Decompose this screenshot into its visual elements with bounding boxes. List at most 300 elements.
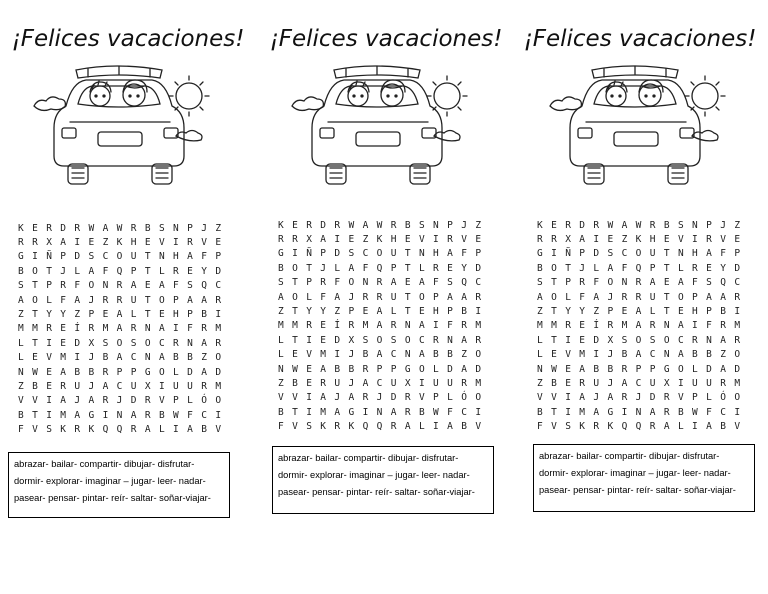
grid-letter: L (46, 294, 52, 306)
grid-letter: R (649, 320, 656, 332)
grid-letter: F (447, 320, 453, 332)
grid-letter: P (60, 251, 67, 263)
grid-letter: O (158, 366, 165, 378)
grid-letter: J (607, 291, 614, 303)
grid-letter: T (292, 277, 298, 289)
grid-letter: T (663, 248, 670, 260)
grid-letter: M (60, 409, 67, 421)
grid-letter: B (144, 222, 151, 234)
grid-letter: P (348, 306, 355, 318)
grid-letter: W (551, 363, 557, 375)
grid-letter: A (621, 377, 628, 389)
grid-letter: D (734, 363, 741, 375)
grid-letter: Z (334, 306, 341, 318)
grid-letter: O (607, 277, 614, 289)
grid-letter: R (621, 291, 628, 303)
grid-letter: D (649, 392, 656, 404)
grid-letter: K (60, 424, 67, 436)
grid-letter: J (320, 262, 327, 274)
grid-letter: Z (537, 306, 543, 318)
grid-letter: F (706, 406, 712, 418)
grid-letter: M (537, 320, 543, 332)
grid-letter: R (173, 265, 179, 277)
grid-letter: E (362, 306, 369, 318)
grid-letter: F (720, 248, 726, 260)
grid-letter: N (663, 320, 670, 332)
grid-letter: L (187, 395, 193, 407)
grid-letter: I (418, 377, 425, 389)
grid-letter: V (551, 392, 557, 404)
grid-letter: V (565, 349, 571, 361)
grid-letter: E (551, 219, 557, 231)
grid-letter: Í (593, 320, 600, 332)
grid-letter: H (433, 306, 439, 318)
grid-letter: D (187, 366, 193, 378)
grid-letter: N (173, 222, 179, 234)
grid-letter: V (677, 234, 684, 246)
page-title: ¡Felices vacaciones! (269, 26, 503, 52)
grid-row (537, 348, 748, 362)
grid-letter: R (475, 334, 482, 346)
grid-letter: V (292, 392, 298, 404)
grid-letter: L (334, 262, 341, 274)
grid-letter: E (348, 234, 355, 246)
grid-letter: N (706, 334, 712, 346)
grid-letter: O (677, 363, 684, 375)
grid-letter: A (390, 277, 397, 289)
grid-letter: D (60, 222, 67, 234)
grid-letter: C (720, 406, 726, 418)
grid-letter: Q (621, 421, 628, 433)
grid-letter: Z (74, 309, 81, 321)
grid-row (278, 304, 489, 318)
grid-letter: P (649, 262, 656, 274)
grid-letter: R (74, 222, 81, 234)
grid-letter: V (32, 424, 38, 436)
grid-letter: R (706, 234, 712, 246)
grid-letter: A (130, 409, 137, 421)
grid-letter: H (692, 248, 698, 260)
grid-letter: D (447, 363, 453, 375)
grid-letter: I (306, 406, 312, 418)
grid-letter: O (475, 392, 482, 404)
grid-letter: B (88, 366, 95, 378)
grid-letter: N (635, 406, 642, 418)
grid-letter: T (663, 306, 670, 318)
grid-letter: R (433, 334, 439, 346)
grid-letter: A (677, 349, 684, 361)
car-illustration (542, 58, 742, 198)
grid-letter: N (187, 337, 193, 349)
grid-letter: P (116, 366, 123, 378)
grid-letter: V (461, 234, 467, 246)
grid-letter: Z (593, 306, 600, 318)
grid-row (278, 348, 489, 362)
grid-letter: A (60, 366, 67, 378)
grid-letter: F (320, 291, 327, 303)
grid-letter: K (376, 234, 383, 246)
grid-letter: Ñ (46, 251, 52, 263)
grid-letter: B (461, 306, 467, 318)
grid-letter: D (320, 219, 327, 231)
grid-letter: R (663, 392, 670, 404)
word-search-grid (18, 221, 229, 437)
grid-letter: S (565, 421, 571, 433)
grid-letter: R (551, 234, 557, 246)
grid-letter: Y (579, 306, 586, 318)
grid-letter: C (102, 251, 109, 263)
grid-letter: R (173, 337, 179, 349)
grid-letter: I (306, 392, 312, 404)
grid-letter: O (734, 392, 741, 404)
grid-row (537, 391, 748, 405)
grid-letter: V (551, 421, 557, 433)
grid-letter: Z (461, 349, 467, 361)
grid-row (18, 293, 229, 307)
grid-letter: U (173, 380, 179, 392)
grid-row (278, 419, 489, 433)
grid-letter: I (46, 337, 52, 349)
grid-letter: R (649, 421, 656, 433)
grid-letter: G (18, 251, 24, 263)
car-illustration (284, 58, 484, 198)
grid-letter: R (579, 277, 586, 289)
grid-letter: A (74, 294, 81, 306)
grid-letter: U (334, 377, 341, 389)
grid-letter: R (278, 234, 284, 246)
grid-letter: G (88, 409, 95, 421)
grid-letter: R (292, 234, 298, 246)
grid-letter: A (158, 352, 165, 364)
grid-letter: B (607, 363, 614, 375)
grid-letter: M (320, 406, 327, 418)
grid-letter: O (292, 291, 298, 303)
grid-letter: A (201, 294, 207, 306)
grid-letter: Ó (201, 395, 207, 407)
grid-letter: A (649, 277, 656, 289)
grid-letter: B (404, 219, 411, 231)
grid-row (278, 276, 489, 290)
grid-letter: N (376, 406, 383, 418)
grid-letter: R (692, 334, 698, 346)
grid-letter: O (551, 291, 557, 303)
grid-letter: P (320, 248, 327, 260)
grid-row (18, 279, 229, 293)
grid-letter: O (551, 262, 557, 274)
grid-row (537, 290, 748, 304)
grid-letter: M (362, 320, 369, 332)
grid-letter: D (334, 334, 341, 346)
grid-letter: R (215, 337, 222, 349)
grid-letter: R (593, 421, 600, 433)
grid-letter: A (461, 363, 467, 375)
grid-letter: P (390, 262, 397, 274)
grid-letter: I (551, 248, 557, 260)
grid-letter: O (376, 334, 383, 346)
grid-letter: A (593, 291, 600, 303)
grid-letter: J (607, 349, 614, 361)
grid-letter: A (187, 424, 193, 436)
grid-letter: U (390, 248, 397, 260)
grid-letter: U (649, 248, 656, 260)
grid-letter: P (376, 363, 383, 375)
grid-letter: F (362, 262, 369, 274)
grid-letter: F (447, 406, 453, 418)
grid-letter: I (593, 234, 600, 246)
grid-letter: G (607, 406, 614, 418)
grid-row (278, 290, 489, 304)
grid-letter: D (74, 337, 81, 349)
grid-letter: V (418, 392, 425, 404)
grid-letter: R (390, 320, 397, 332)
grid-letter: R (130, 424, 137, 436)
grid-letter: L (649, 306, 656, 318)
grid-letter: E (32, 222, 38, 234)
grid-letter: L (706, 392, 712, 404)
grid-letter: L (173, 366, 179, 378)
grid-letter: L (447, 392, 453, 404)
grid-letter: E (706, 262, 712, 274)
grid-letter: B (278, 262, 284, 274)
grid-letter: N (621, 277, 628, 289)
grid-letter: R (46, 222, 52, 234)
grid-letter: U (130, 251, 137, 263)
grid-letter: A (60, 395, 67, 407)
grid-letter: C (390, 349, 397, 361)
grid-letter: E (32, 352, 38, 364)
grid-letter: B (334, 363, 341, 375)
grid-letter: Z (720, 349, 726, 361)
grid-letter: B (18, 265, 24, 277)
grid-letter: C (376, 377, 383, 389)
grid-letter: J (348, 377, 355, 389)
grid-letter: Z (278, 306, 284, 318)
grid-letter: T (292, 406, 298, 418)
grid-letter: A (74, 409, 81, 421)
grid-letter: P (706, 306, 712, 318)
grid-letter: E (565, 377, 571, 389)
grid-letter: Ñ (565, 248, 571, 260)
grid-letter: N (278, 363, 284, 375)
grid-letter: S (18, 280, 24, 292)
grid-letter: R (306, 320, 312, 332)
grid-letter: R (362, 291, 369, 303)
grid-letter: R (593, 219, 600, 231)
grid-letter: A (18, 294, 24, 306)
grid-letter: Q (116, 424, 123, 436)
grid-letter: F (18, 424, 24, 436)
grid-letter: J (201, 222, 207, 234)
grid-row (537, 333, 748, 347)
grid-letter: I (173, 323, 179, 335)
grid-letter: S (278, 277, 284, 289)
grid-letter: S (187, 280, 193, 292)
grid-letter: F (173, 280, 179, 292)
grid-letter: Y (320, 306, 327, 318)
grid-letter: Q (376, 262, 383, 274)
grid-letter: W (635, 219, 642, 231)
grid-letter: T (144, 265, 151, 277)
grid-letter: L (158, 265, 165, 277)
grid-letter: T (32, 409, 38, 421)
grid-letter: E (292, 349, 298, 361)
grid-letter: E (60, 337, 67, 349)
grid-letter: T (32, 280, 38, 292)
grid-letter: F (187, 409, 193, 421)
grid-letter: T (144, 294, 151, 306)
grid-letter: W (88, 222, 95, 234)
grid-letter: I (46, 395, 52, 407)
grid-letter: Z (621, 234, 628, 246)
grid-letter: K (579, 421, 586, 433)
grid-letter: G (348, 406, 355, 418)
grid-letter: A (706, 248, 712, 260)
grid-letter: R (663, 406, 670, 418)
grid-letter: G (404, 363, 411, 375)
grid-letter: V (278, 392, 284, 404)
grid-letter: E (447, 262, 453, 274)
grid-letter: V (720, 234, 726, 246)
grid-letter: O (348, 277, 355, 289)
grid-letter: X (607, 334, 614, 346)
grid-letter: A (158, 280, 165, 292)
grid-letter: T (551, 406, 557, 418)
grid-letter: S (362, 334, 369, 346)
grid-letter: P (46, 280, 52, 292)
grid-letter: A (447, 291, 453, 303)
grid-letter: L (278, 334, 284, 346)
car-illustration (26, 58, 226, 198)
grid-letter: R (720, 377, 726, 389)
grid-letter: I (734, 306, 741, 318)
grid-letter: E (60, 323, 67, 335)
grid-letter: J (334, 392, 341, 404)
grid-letter: S (102, 337, 109, 349)
grid-letter: R (390, 219, 397, 231)
grid-letter: N (404, 320, 411, 332)
grid-letter: S (88, 251, 95, 263)
grid-letter: O (677, 291, 684, 303)
grid-letter: L (677, 421, 684, 433)
worksheet-2 (258, 0, 514, 594)
grid-letter: E (102, 309, 109, 321)
grid-letter: R (734, 291, 741, 303)
grid-letter: U (447, 377, 453, 389)
grid-letter: N (692, 219, 698, 231)
grid-letter: R (404, 406, 411, 418)
grid-row (537, 376, 748, 390)
grid-row (18, 336, 229, 350)
grid-letter: O (292, 262, 298, 274)
grid-letter: E (663, 277, 670, 289)
grid-letter: U (130, 380, 137, 392)
grid-row (278, 362, 489, 376)
grid-letter: N (418, 248, 425, 260)
grid-letter: A (720, 291, 726, 303)
grid-row (537, 218, 748, 232)
grid-letter: Í (74, 323, 81, 335)
grid-letter: R (334, 219, 341, 231)
grid-letter: F (187, 323, 193, 335)
grid-letter: I (158, 380, 165, 392)
grid-letter: A (362, 377, 369, 389)
grid-letter: R (320, 377, 327, 389)
grid-letter: A (579, 234, 586, 246)
grid-letter: W (607, 219, 614, 231)
grid-letter: R (74, 424, 81, 436)
grid-letter: Í (334, 320, 341, 332)
grid-letter: B (18, 409, 24, 421)
grid-letter: Y (461, 262, 467, 274)
grid-letter: L (390, 306, 397, 318)
grid-letter: A (158, 323, 165, 335)
grid-letter: A (187, 251, 193, 263)
grid-letter: Ñ (306, 248, 312, 260)
grid-letter: A (461, 291, 467, 303)
grid-letter: B (593, 363, 600, 375)
grid-letter: E (158, 309, 165, 321)
grid-row (537, 247, 748, 261)
grid-letter: C (418, 334, 425, 346)
grid-letter: A (720, 363, 726, 375)
grid-letter: R (635, 291, 642, 303)
grid-letter: R (60, 380, 67, 392)
word-list-line: dormir- explorar- imaginar – jugar- leer- nadar- (539, 468, 731, 478)
grid-letter: R (306, 219, 312, 231)
grid-letter: A (320, 363, 327, 375)
grid-letter: I (692, 421, 698, 433)
grid-letter: A (579, 363, 586, 375)
grid-letter: C (130, 352, 137, 364)
grid-letter: D (215, 265, 222, 277)
grid-letter: A (116, 309, 123, 321)
grid-letter: D (130, 395, 137, 407)
grid-letter: B (418, 406, 425, 418)
grid-letter: A (362, 219, 369, 231)
grid-letter: U (649, 291, 656, 303)
grid-letter: I (677, 377, 684, 389)
grid-letter: G (144, 366, 151, 378)
grid-letter: H (390, 234, 397, 246)
grid-letter: I (565, 406, 571, 418)
grid-letter: T (144, 309, 151, 321)
grid-letter: K (537, 219, 543, 231)
grid-letter: E (46, 366, 52, 378)
word-list-line: pasear- pensar- pintar- reír- saltar- soñar-viajar- (14, 493, 211, 503)
grid-letter: V (32, 395, 38, 407)
grid-letter: P (565, 277, 571, 289)
grid-letter: B (187, 352, 193, 364)
grid-letter: V (537, 392, 543, 404)
grid-letter: W (692, 406, 698, 418)
grid-letter: H (173, 309, 179, 321)
grid-letter: R (116, 280, 123, 292)
grid-letter: P (579, 248, 586, 260)
grid-letter: C (677, 334, 684, 346)
grid-letter: T (551, 306, 557, 318)
grid-letter: Q (461, 277, 467, 289)
grid-letter: S (607, 248, 614, 260)
grid-letter: U (649, 377, 656, 389)
grid-letter: R (461, 377, 467, 389)
grid-letter: K (348, 421, 355, 433)
grid-letter: I (433, 421, 439, 433)
grid-letter: O (144, 337, 151, 349)
grid-letter: V (201, 237, 207, 249)
grid-letter: Y (46, 309, 52, 321)
grid-letter: R (130, 323, 137, 335)
grid-letter: J (348, 349, 355, 361)
